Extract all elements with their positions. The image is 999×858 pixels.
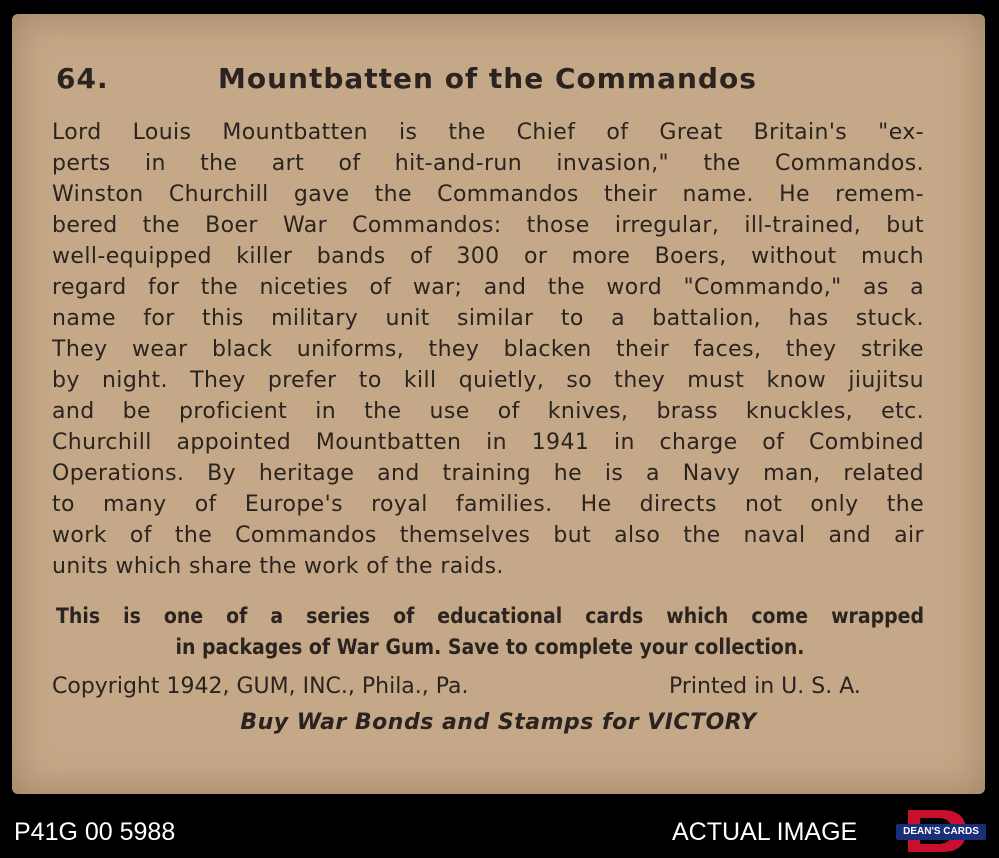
deans-cards-logo	[882, 808, 990, 854]
card-header	[56, 62, 956, 102]
printed-in-text: Printed in U. S. A.	[669, 674, 861, 699]
actual-image-label: ACTUAL IMAGE	[672, 818, 858, 846]
body-line: name for this military unit similar to a battalion, has stuck.	[52, 306, 924, 331]
series-line: This is one of a series of educational cards which come wrapped	[56, 604, 924, 628]
body-line: and be proficient in the use of knives, brass knuckles, etc.	[52, 399, 924, 424]
body-line: Churchill appointed Mountbatten in 1941 in charge of Combined	[52, 430, 924, 455]
card-title: Mountbatten of the Commandos	[218, 62, 757, 95]
trading-card-back	[12, 14, 985, 794]
body-line: perts in the art of hit-and-run invasion," the Commandos.	[52, 151, 924, 176]
body-line: Lord Louis Mountbatten is the Chief of Great Britain's "ex-	[52, 120, 924, 145]
body-line: Operations. By heritage and training he is a Navy man, related	[52, 461, 924, 486]
slogan-text: Buy War Bonds and Stamps for VICTORY	[240, 710, 757, 735]
body-line: by night. They prefer to kill quietly, so they must know jiujitsu	[52, 368, 924, 393]
body-line: well-equipped killer bands of 300 or more Boers, without much	[52, 244, 924, 269]
card-number: 64.	[56, 62, 109, 95]
body-line: units which share the work of the raids.	[52, 554, 504, 579]
series-note	[56, 601, 924, 663]
body-line: to many of Europe's royal families. He directs not only the	[52, 492, 924, 517]
series-line: in packages of War Gum. Save to complete your collection.	[175, 635, 805, 659]
body-line: work of the Commandos themselves but also the naval and air	[52, 523, 924, 548]
copyright-text: Copyright 1942, GUM, INC., Phila., Pa.	[52, 674, 469, 699]
body-line: bered the Boer War Commandos: those irregular, ill-trained, but	[52, 213, 924, 238]
body-line: They wear black uniforms, they blacken their faces, they strike	[52, 337, 924, 362]
body-line: regard for the niceties of war; and the word "Commando," as a	[52, 275, 924, 300]
body-line: Winston Churchill gave the Commandos their name. He remem-	[52, 182, 924, 207]
logo-text: DEAN'S CARDS	[896, 824, 986, 840]
inventory-id: P41G 00 5988	[14, 818, 176, 846]
card-body-text	[52, 117, 924, 582]
